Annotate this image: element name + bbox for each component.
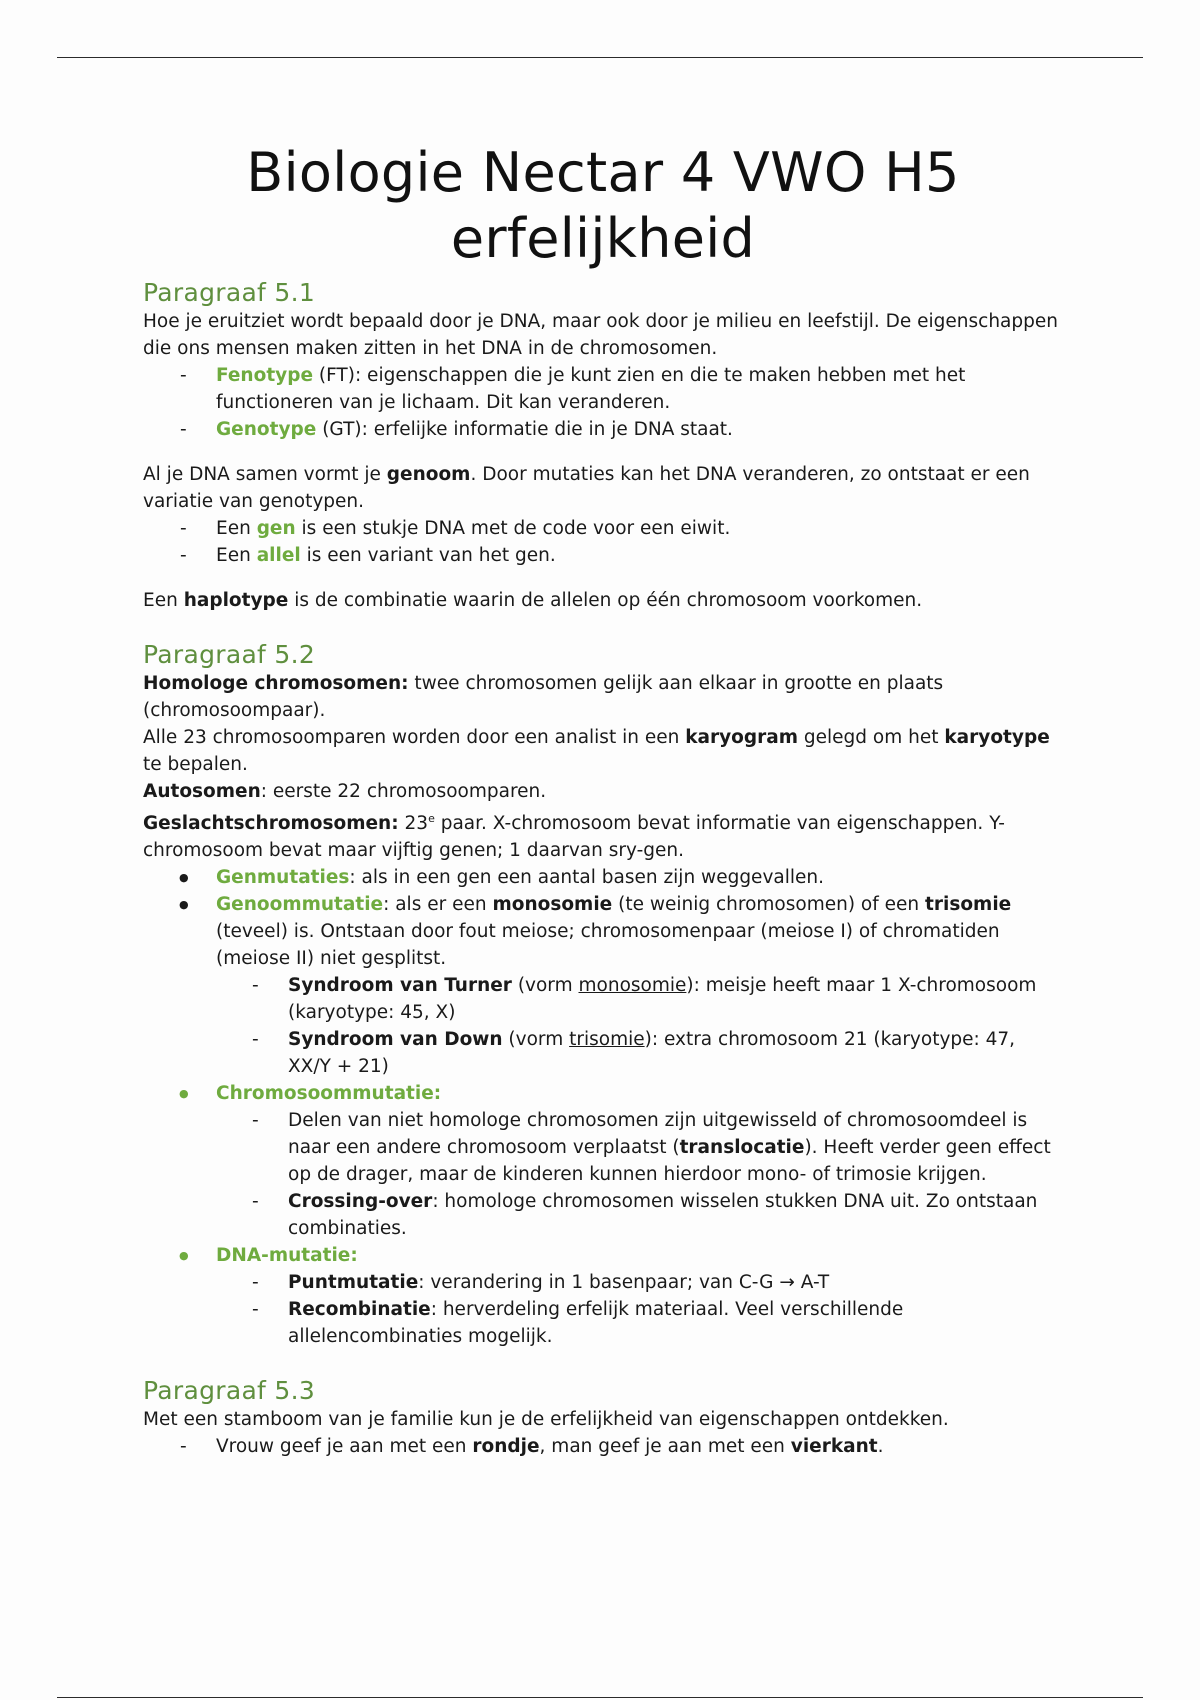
document-title: Biologie Nectar 4 VWO H5 erfelijkheid [246, 141, 960, 270]
text-run: . Door mutaties kan het DNA veranderen, zo ontstaat er een variatie van genotypen. [143, 464, 1030, 512]
text-run: twee chromosomen gelijk aan elkaar in grootte en plaats (chromosoompaar). [143, 673, 944, 721]
text-run: : als er een [383, 894, 493, 916]
bold-term: Syndroom van Turner [288, 975, 512, 997]
text-run: is een variant van het gen. [300, 545, 556, 566]
list-item [143, 1296, 1063, 1350]
bold-term: Syndroom van Down [288, 1029, 503, 1051]
text-run: . [877, 1436, 884, 1458]
bold-term: Autosomen [143, 781, 261, 802]
list-item [143, 864, 1063, 891]
list-item [143, 1026, 1063, 1080]
bold-term: Recombinatie [288, 1299, 431, 1321]
underlined-term: trisomie [569, 1029, 645, 1051]
text-run: (te weinig chromosomen) of een [612, 894, 926, 916]
list-item [143, 362, 1063, 416]
paragraph [143, 805, 1063, 864]
document-body [143, 140, 1063, 1460]
text-run: , man geef je aan met een [539, 1436, 791, 1458]
text-run: te bepalen. [143, 754, 248, 775]
text-run: (vorm [511, 975, 579, 997]
text-run: 23 [398, 813, 429, 835]
text-run: : herverdeling erfelijk materiaal. Veel verschillende allelencombinaties mogelijk. [288, 1299, 904, 1348]
list-item-text: (FT): eigenschappen die je kunt zien en die te maken hebben met het functioneren van je lichaam. Dit kan veranderen. [216, 365, 966, 413]
text-run: ): meisje heeft maar 1 X-chromosoom (karyotype: 45, X) [288, 975, 1037, 1024]
text-run: : verandering in 1 basenpaar; van C-G → A-T [418, 1272, 830, 1294]
text-run: : homologe chromosomen wisselen stukken DNA uit. Zo ontstaan combinaties. [288, 1191, 1038, 1240]
text-run: Een [216, 545, 257, 566]
text-run: is de combinatie waarin de allelen op één chromosoom voorkomen. [288, 590, 923, 611]
bold-term: genoom [386, 464, 471, 485]
paragraph [143, 587, 1063, 614]
superscript: e [428, 812, 435, 825]
bold-term: vierkant [790, 1436, 878, 1458]
term-gen: gen [256, 518, 296, 539]
list-item [143, 891, 1063, 1080]
text-run: Een [143, 590, 184, 611]
term-dna-mutatie: DNA-mutatie: [216, 1245, 358, 1267]
bold-term: translocatie [679, 1137, 805, 1159]
bold-term: karyotype [944, 727, 1050, 748]
bold-term: Puntmutatie [288, 1272, 419, 1294]
bullet-list [143, 515, 1063, 569]
bullet-list [143, 864, 1063, 1350]
text-run: ): extra chromosoom 21 (karyotype: 47, XX/Y + 21) [288, 1029, 1016, 1078]
text-run: paar. X-chromosoom bevat informatie van eigenschappen. Y-chromosoom bevat maar vijftig genen; 1 daarvan sry-gen. [143, 813, 1005, 862]
bold-term: monosomie [492, 894, 613, 916]
text-run: Alle 23 chromosoomparen worden door een analist in een [143, 727, 686, 748]
text-run: (vorm [502, 1029, 570, 1051]
paragraph: Met een stamboom van je familie kun je de erfelijkheid van eigenschappen ontdekken. [143, 1409, 949, 1431]
text-run: Vrouw geef je aan met een [216, 1436, 473, 1458]
text-run: Delen van niet homologe chromosomen zijn uitgewisseld of chromosoomdeel is naar een andere chromosoom verplaatst ( [288, 1110, 1028, 1159]
list-item [143, 972, 1063, 1026]
bold-term: Homologe chromosomen: [143, 673, 409, 694]
list-item [143, 1188, 1063, 1242]
paragraph [143, 670, 1063, 724]
bullet-list [143, 362, 1063, 443]
section-heading-5-3: Paragraaf 5.3 [143, 1376, 316, 1406]
bold-term: haplotype [183, 590, 289, 611]
text-run: ). Heeft verder geen effect op de drager, maar de kinderen kunnen hierdoor mono- of trimosie krijgen. [288, 1137, 1051, 1186]
term-chromosoommutatie: Chromosoommutatie: [216, 1083, 442, 1105]
list-item [143, 1433, 1063, 1460]
underlined-term: monosomie [578, 975, 687, 997]
list-item [143, 1269, 1063, 1296]
list-item [143, 416, 1063, 443]
bold-term: Crossing-over [288, 1191, 433, 1213]
bold-term: Geslachtschromosomen: [143, 813, 399, 835]
paragraph [143, 724, 1063, 778]
section-heading-5-2: Paragraaf 5.2 [143, 640, 316, 669]
list-item [143, 1242, 1063, 1350]
term-genmutaties: Genmutaties [216, 867, 350, 889]
text-run: Een [216, 518, 257, 539]
paragraph: Hoe je eruitziet wordt bepaald door je DNA, maar ook door je milieu en leefstijl. De eigenschappen die ons mensen maken zitten in het DNA in de chromosomen. [143, 311, 1058, 359]
top-rule [57, 57, 1143, 58]
sub-list [216, 1107, 1063, 1242]
term-allel: allel [256, 545, 301, 566]
text-run: is een stukje DNA met de code voor een eiwit. [295, 518, 731, 539]
list-item [143, 1107, 1063, 1188]
text-run: : eerste 22 chromosoomparen. [260, 781, 547, 802]
term-genotype: Genotype [216, 419, 317, 440]
section-heading-5-1: Paragraaf 5.1 [143, 278, 316, 307]
list-item [143, 1080, 1063, 1242]
text-run: Al je DNA samen vormt je [143, 464, 387, 485]
term-genoommutatie: Genoommutatie [216, 894, 384, 916]
bold-term: karyogram [685, 727, 799, 748]
list-item-text: (GT): erfelijke informatie die in je DNA staat. [316, 419, 733, 440]
sub-list [216, 1269, 1063, 1350]
paragraph [143, 778, 1063, 805]
text-run: (teveel) is. Ontstaan door fout meiose; chromosomenpaar (meiose I) of chromatiden (meiose II) niet gesplitst. [216, 921, 1000, 970]
list-item [143, 515, 1063, 542]
bold-term: trisomie [925, 894, 1012, 916]
term-fenotype: Fenotype [216, 365, 314, 386]
paragraph [143, 461, 1063, 515]
list-item [143, 542, 1063, 569]
text-run: gelegd om het [798, 727, 945, 748]
bold-term: rondje [472, 1436, 540, 1458]
bottom-rule [57, 1697, 1143, 1698]
text-run: : als in een gen een aantal basen zijn weggevallen. [349, 867, 824, 889]
bullet-list [143, 1433, 1063, 1460]
sub-list [216, 972, 1063, 1080]
